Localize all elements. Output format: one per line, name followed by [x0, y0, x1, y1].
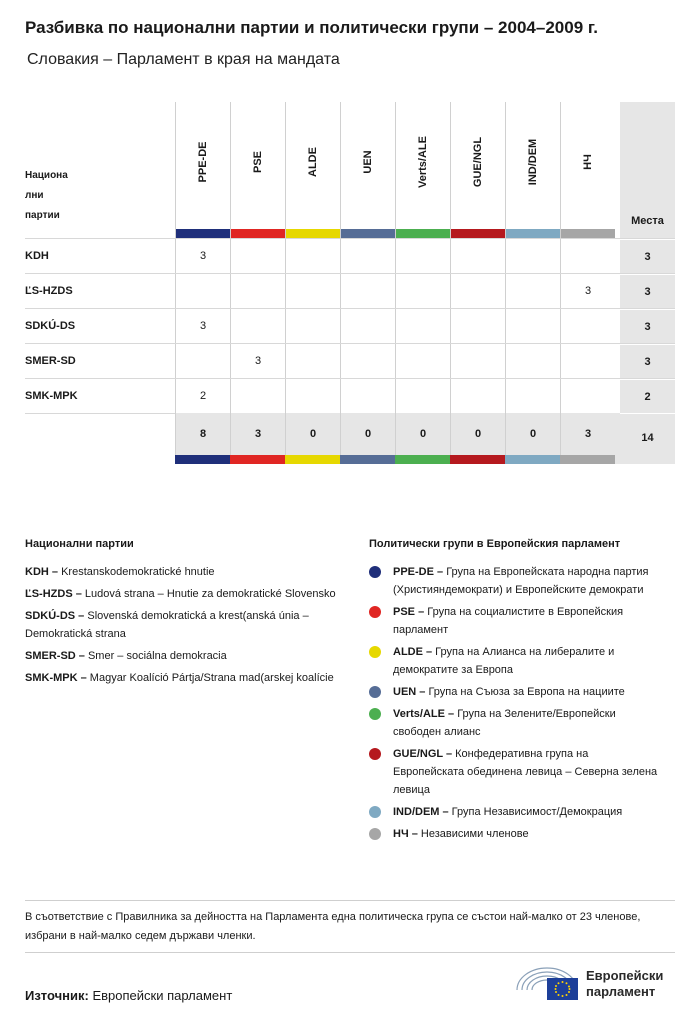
legend-item: KDH – Krestanskodemokratické hnutie: [25, 566, 215, 578]
value-cell: [340, 274, 395, 309]
color-dot-icon: [369, 646, 381, 658]
value-cell: [230, 274, 285, 309]
footnote: В съответствие с Правилника за дейността на Парламента една политическа група се състои най-малко от 23 членове, избрани в най-малко седем държави членки.: [25, 900, 675, 946]
total-seats-cell: 14: [620, 413, 675, 464]
seats-cell: 3: [620, 309, 675, 344]
parliament-hemicycle-icon: [514, 964, 580, 1004]
value-cell: 2: [175, 379, 230, 414]
color-dot-icon: [369, 806, 381, 818]
legend-item: НЧ – Независими членове: [369, 825, 659, 843]
total-cell: 3: [230, 413, 285, 455]
column-header-group: IND/DEM: [505, 102, 560, 238]
party-name: SDKÚ-DS: [25, 320, 76, 332]
value-cell: [450, 239, 505, 274]
value-cell: [285, 239, 340, 274]
seats-cell: 3: [620, 239, 675, 274]
value-cell: [505, 239, 560, 274]
national-parties-title: Национални партии: [25, 538, 134, 550]
value-cell: [560, 239, 615, 274]
column-header-group: PPE-DE: [175, 102, 230, 238]
color-dot-icon: [369, 828, 381, 840]
value-cell: [340, 379, 395, 414]
total-cell: 8: [175, 413, 230, 455]
european-parliament-logo: Европейски парламент: [514, 964, 679, 1004]
national-parties-legend: [25, 563, 345, 691]
table-row: [25, 343, 675, 378]
value-cell: [340, 344, 395, 379]
table-row: [25, 308, 675, 343]
value-cell: [560, 379, 615, 414]
legend-item: UEN – Група на Съюза за Европа на нациите: [369, 683, 659, 701]
legend-item: SDKÚ-DS – Slovenská demokratická a krest(anská únia – Demokratická strana: [25, 610, 309, 640]
group-color-bar: [396, 229, 450, 238]
value-cell: 3: [560, 274, 615, 309]
seats-cell: 3: [620, 344, 675, 379]
value-cell: [230, 309, 285, 344]
group-color-bar: [231, 229, 285, 238]
party-name: SMER-SD: [25, 355, 76, 367]
party-column-header: Национа лни партии: [25, 170, 68, 221]
total-cell: 0: [450, 413, 505, 455]
group-color-bar: [506, 229, 560, 238]
value-cell: [395, 274, 450, 309]
total-cell: 3: [560, 413, 615, 455]
political-groups-title: Политически групи в Европейския парламент: [369, 538, 621, 550]
value-cell: [395, 309, 450, 344]
value-cell: [505, 344, 560, 379]
table-row: [25, 238, 675, 273]
footnote-divider: [25, 952, 675, 953]
legend-item: SMK-MPK – Magyar Koalíció Pártja/Strana mad(arskej koalície: [25, 672, 334, 684]
value-cell: [230, 239, 285, 274]
value-cell: [560, 344, 615, 379]
color-dot-icon: [369, 686, 381, 698]
value-cell: [450, 344, 505, 379]
column-header-group: Verts/ALE: [395, 102, 450, 238]
column-header-group: PSE: [230, 102, 285, 238]
group-color-bar: [341, 229, 395, 238]
group-color-bar: [175, 455, 230, 464]
seats-cell: 2: [620, 379, 675, 414]
total-cell: 0: [395, 413, 450, 455]
political-groups-legend: [369, 563, 659, 847]
value-cell: [450, 379, 505, 414]
party-name: SMK-MPK: [25, 390, 78, 402]
value-cell: [395, 379, 450, 414]
legend-item: ALDE – Група на Алианса на либералите и демократите за Европа: [369, 643, 659, 679]
seats-cell: 3: [620, 274, 675, 309]
legend-item: SMER-SD – Smer – sociálna demokracia: [25, 650, 227, 662]
party-name: KDH: [25, 250, 49, 262]
column-header-group: UEN: [340, 102, 395, 238]
color-dot-icon: [369, 748, 381, 760]
group-color-bar: [450, 455, 505, 464]
value-cell: [285, 274, 340, 309]
page-title: Разбивка по национални партии и политически групи – 2004–2009 г.: [25, 18, 598, 37]
value-cell: [285, 379, 340, 414]
value-cell: [450, 309, 505, 344]
group-color-bar: [395, 455, 450, 464]
color-dot-icon: [369, 566, 381, 578]
group-color-bar: [285, 455, 340, 464]
group-color-bar: [286, 229, 340, 238]
total-cell: 0: [505, 413, 560, 455]
value-cell: 3: [230, 344, 285, 379]
value-cell: [505, 274, 560, 309]
seats-column-header: Места: [620, 102, 675, 238]
value-cell: [230, 379, 285, 414]
column-header-group: НЧ: [560, 102, 615, 238]
table-row: [25, 378, 675, 413]
page-subtitle: Словакия – Парламент в края на мандата: [27, 51, 340, 68]
value-cell: [395, 344, 450, 379]
value-cell: [505, 379, 560, 414]
group-color-bar: [505, 455, 560, 464]
value-cell: [340, 239, 395, 274]
legend-item: IND/DEM – Група Независимост/Демокрация: [369, 803, 659, 821]
group-color-bar: [176, 229, 230, 238]
value-cell: [285, 309, 340, 344]
group-color-bar: [451, 229, 505, 238]
column-header-group: GUE/NGL: [450, 102, 505, 238]
party-name: ĽS-HZDS: [25, 285, 73, 297]
total-cell: 0: [340, 413, 395, 455]
color-dot-icon: [369, 606, 381, 618]
value-cell: [560, 309, 615, 344]
legend-item: PPE-DE – Група на Европейската народна партия (Християндемократи) и Европейските демократи: [369, 563, 659, 599]
value-cell: [175, 274, 230, 309]
value-cell: [285, 344, 340, 379]
value-cell: [450, 274, 505, 309]
breakdown-table: [25, 102, 675, 464]
totals-row: [175, 413, 620, 464]
legend-item: GUE/NGL – Конфедеративна група на Европейската обединена левица – Северна зелена левица: [369, 745, 659, 799]
value-cell: [175, 344, 230, 379]
value-cell: [395, 239, 450, 274]
color-dot-icon: [369, 708, 381, 720]
source-line: Източник: Европейски парламент: [25, 988, 233, 1003]
group-color-bar: [230, 455, 285, 464]
value-cell: 3: [175, 309, 230, 344]
total-cell: 0: [285, 413, 340, 455]
group-color-bar: [560, 455, 615, 464]
legend-item: PSE – Група на социалистите в Европейския парламент: [369, 603, 659, 639]
legend-item: ĽS-HZDS – Ludová strana – Hnutie za demokratické Slovensko: [25, 588, 336, 600]
column-header-group: ALDE: [285, 102, 340, 238]
value-cell: 3: [175, 239, 230, 274]
table-row: [25, 273, 675, 308]
group-color-bar: [340, 455, 395, 464]
value-cell: [505, 309, 560, 344]
group-color-bar: [561, 229, 615, 238]
legend-item: Verts/ALE – Група на Зелените/Европейски свободен алианс: [369, 705, 659, 741]
value-cell: [340, 309, 395, 344]
